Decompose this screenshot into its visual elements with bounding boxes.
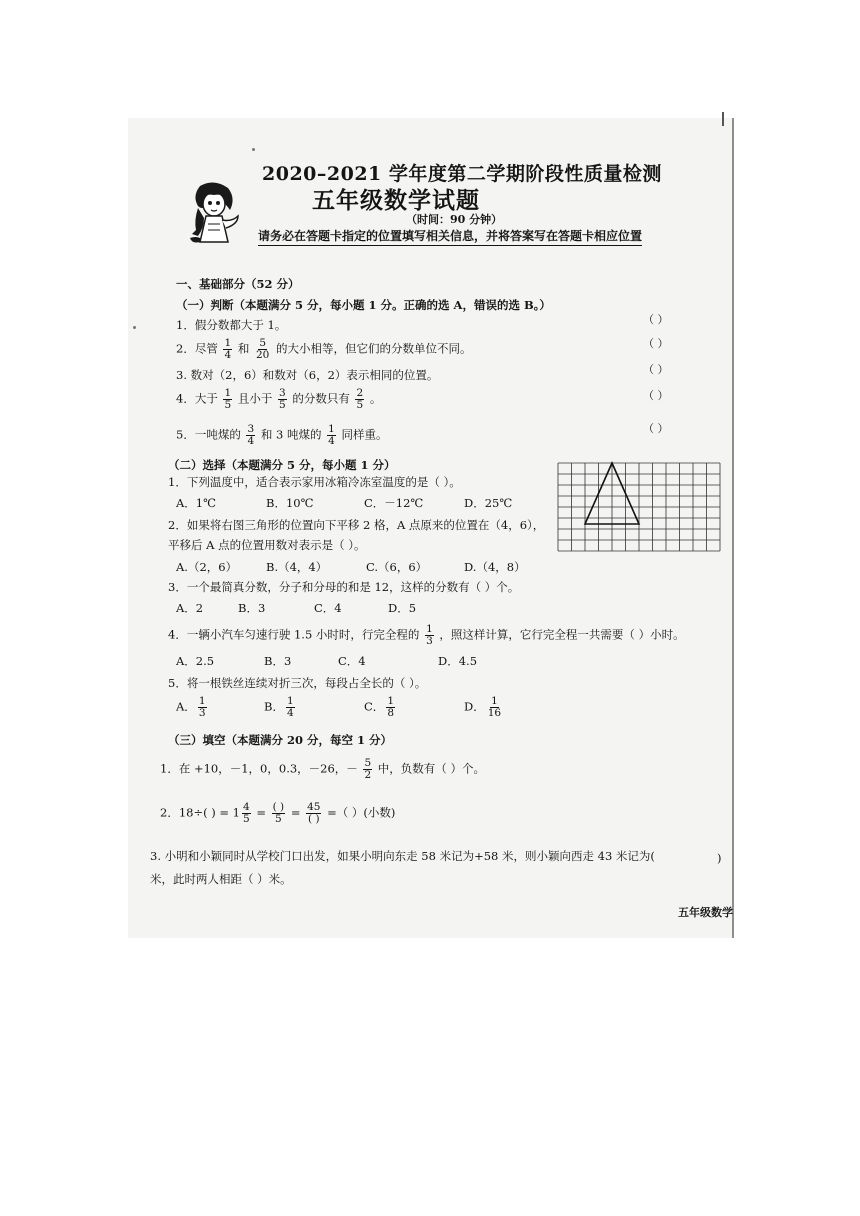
choice-q4-option: A．2.5 [176,654,215,668]
choice-q3-option: B．3 [238,601,266,615]
fill-q1: 1．在 +10，－1，0，0.3，－26，－ $\frac{5}{2}$ 中，负数有（ ）个。 [160,757,485,781]
choice-q2-option: D.（4，8） [464,560,526,574]
fill-q2: 2．18÷( ) = 1 $\frac{4}{5}$ = $\frac{( )}{5}$ = $\frac{45}{( )}$ =（ ）(小数) [160,801,396,825]
fraction: $\frac{3}{4}$ [247,423,255,447]
judge-q4: 4．大于 $\frac{1}{5}$ 且小于 $\frac{3}{5}$ 的分数只有 $\frac{2}{5}$ 。 [176,387,382,411]
speck [133,326,136,329]
fraction: $\frac{1}{4}$ [328,423,335,447]
choice-q4-option: C．4 [338,654,366,668]
choice-q5-option: B． $\frac{1}{4}$ [264,695,294,719]
part2-heading: （二）选择（本题满分 5 分，每小题 1 分） [168,458,396,472]
judge-q3: 3. 数对（2，6）和数对（6，2）表示相同的位置。 [176,368,439,382]
fraction: $\frac{3}{5}$ [278,387,286,411]
fraction: $\frac{4}{5}$ [242,801,250,825]
edge-mark [722,112,724,126]
exam-title-line1: 2020–2021 学年度第二学期阶段性质量检测 [262,163,662,185]
choice-q3-option: C．4 [314,601,342,615]
section-heading: 一、基础部分（52 分） [176,277,300,291]
fraction: $\frac{2}{5}$ [356,387,364,411]
choice-q3-option: D．5 [388,601,417,615]
choice-q1-option: C．－12℃ [364,496,424,510]
fraction: $\frac{45}{( )}$ [307,801,321,825]
choice-q5: 5．将一根铁丝连续对折三次，每段占全长的（ ）。 [168,676,427,690]
fraction: $\frac{1}{4}$ [286,695,294,719]
choice-q5-option: A． $\frac{1}{3}$ [176,695,206,719]
page-footer: 五年级数学 [678,906,733,919]
choice-q1-option: D．25℃ [464,496,513,510]
choice-q1-option: A．1℃ [176,496,216,510]
choice-q2-option: C.（6，6） [366,560,428,574]
choice-q4-option: D．4.5 [438,654,478,668]
part1-heading: （一）判断（本题满分 5 分，每小题 1 分。正确的选 A，错误的选 B。） [176,298,551,312]
fraction: $\frac{1}{5}$ [224,387,232,411]
fraction: $\frac{5}{20}$ [255,337,270,361]
fraction: $\frac{1}{16}$ [487,695,502,719]
fill-q3-close-paren: ) [717,851,722,865]
fraction: $\frac{5}{2}$ [364,757,372,781]
choice-q5-option: C． $\frac{1}{8}$ [364,695,394,719]
choice-q4: 4．一辆小汽车匀速行驶 1.5 小时时，行完全程的 $\frac{1}{3}$ ，照这样计算，它行完全程一共需要（ ）小时。 [168,623,685,647]
choice-q5-option: D． $\frac{1}{16}$ [464,695,502,719]
choice-q2-option: B.（4，4） [266,560,328,574]
fraction: $\frac{1}{3}$ [198,695,206,719]
fraction: $\frac{1}{4}$ [224,337,232,361]
choice-q3-option: A．2 [176,601,204,615]
fraction: $\frac{1}{8}$ [387,695,394,719]
fraction: $\frac{( )}{5}$ [272,801,285,825]
exam-time: （时间：90 分钟） [406,213,503,226]
answer-paren: （ ） [643,363,669,376]
choice-q2-option: A.（2，6） [176,560,238,574]
choice-q1: 1．下列温度中，适合表示家用冰箱冷冻室温度的是（ ）。 [168,475,461,489]
fill-q3-line1: 3. 小明和小颖同时从学校门口出发，如果小明向东走 58 米记为+58 米，则小颖向西走 43 米记为( [150,849,655,863]
cartoon-girl-icon [186,180,242,250]
answer-paren: （ ） [643,337,669,350]
choice-q2-line2: 平移后 A 点的位置用数对表示是（ ）。 [168,538,366,552]
answer-paren: （ ） [643,313,669,326]
fill-q3-line2: 米，此时两人相距（ ）米。 [150,872,292,886]
part3-heading: （三）填空（本题满分 20 分，每空 1 分） [168,733,393,747]
choice-q2-line1: 2．如果将右图三角形的位置向下平移 2 格，A 点原来的位置在（4，6）， [168,518,545,532]
choice-q1-option: B．10℃ [266,496,314,510]
answer-paren: （ ） [643,422,669,435]
choice-q3: 3．一个最简真分数，分子和分母的和是 12，这样的分数有（ ）个。 [168,580,520,594]
judge-q2: 2．尽管 $\frac{1}{4}$ 和 $\frac{5}{20}$ 的大小相等，但它们的分数单位不同。 [176,337,472,361]
triangle-grid-figure [554,451,722,555]
fraction: $\frac{1}{3}$ [426,623,433,647]
speck [252,148,255,151]
answer-paren: （ ） [643,389,669,402]
judge-q1: 1．假分数都大于 1。 [176,318,287,332]
grid-lines [558,463,720,551]
grid-figure-svg [554,451,722,555]
exam-notice: 请务必在答题卡指定的位置填写相关信息，并将答案写在答题卡相应位置 [258,227,642,246]
exam-title-line2: 五年级数学试题 [312,187,480,214]
choice-q4-option: B．3 [264,654,292,668]
judge-q5: 5．一吨煤的 $\frac{3}{4}$ 和 3 吨煤的 $\frac{1}{4}$ 同样重。 [176,423,388,447]
